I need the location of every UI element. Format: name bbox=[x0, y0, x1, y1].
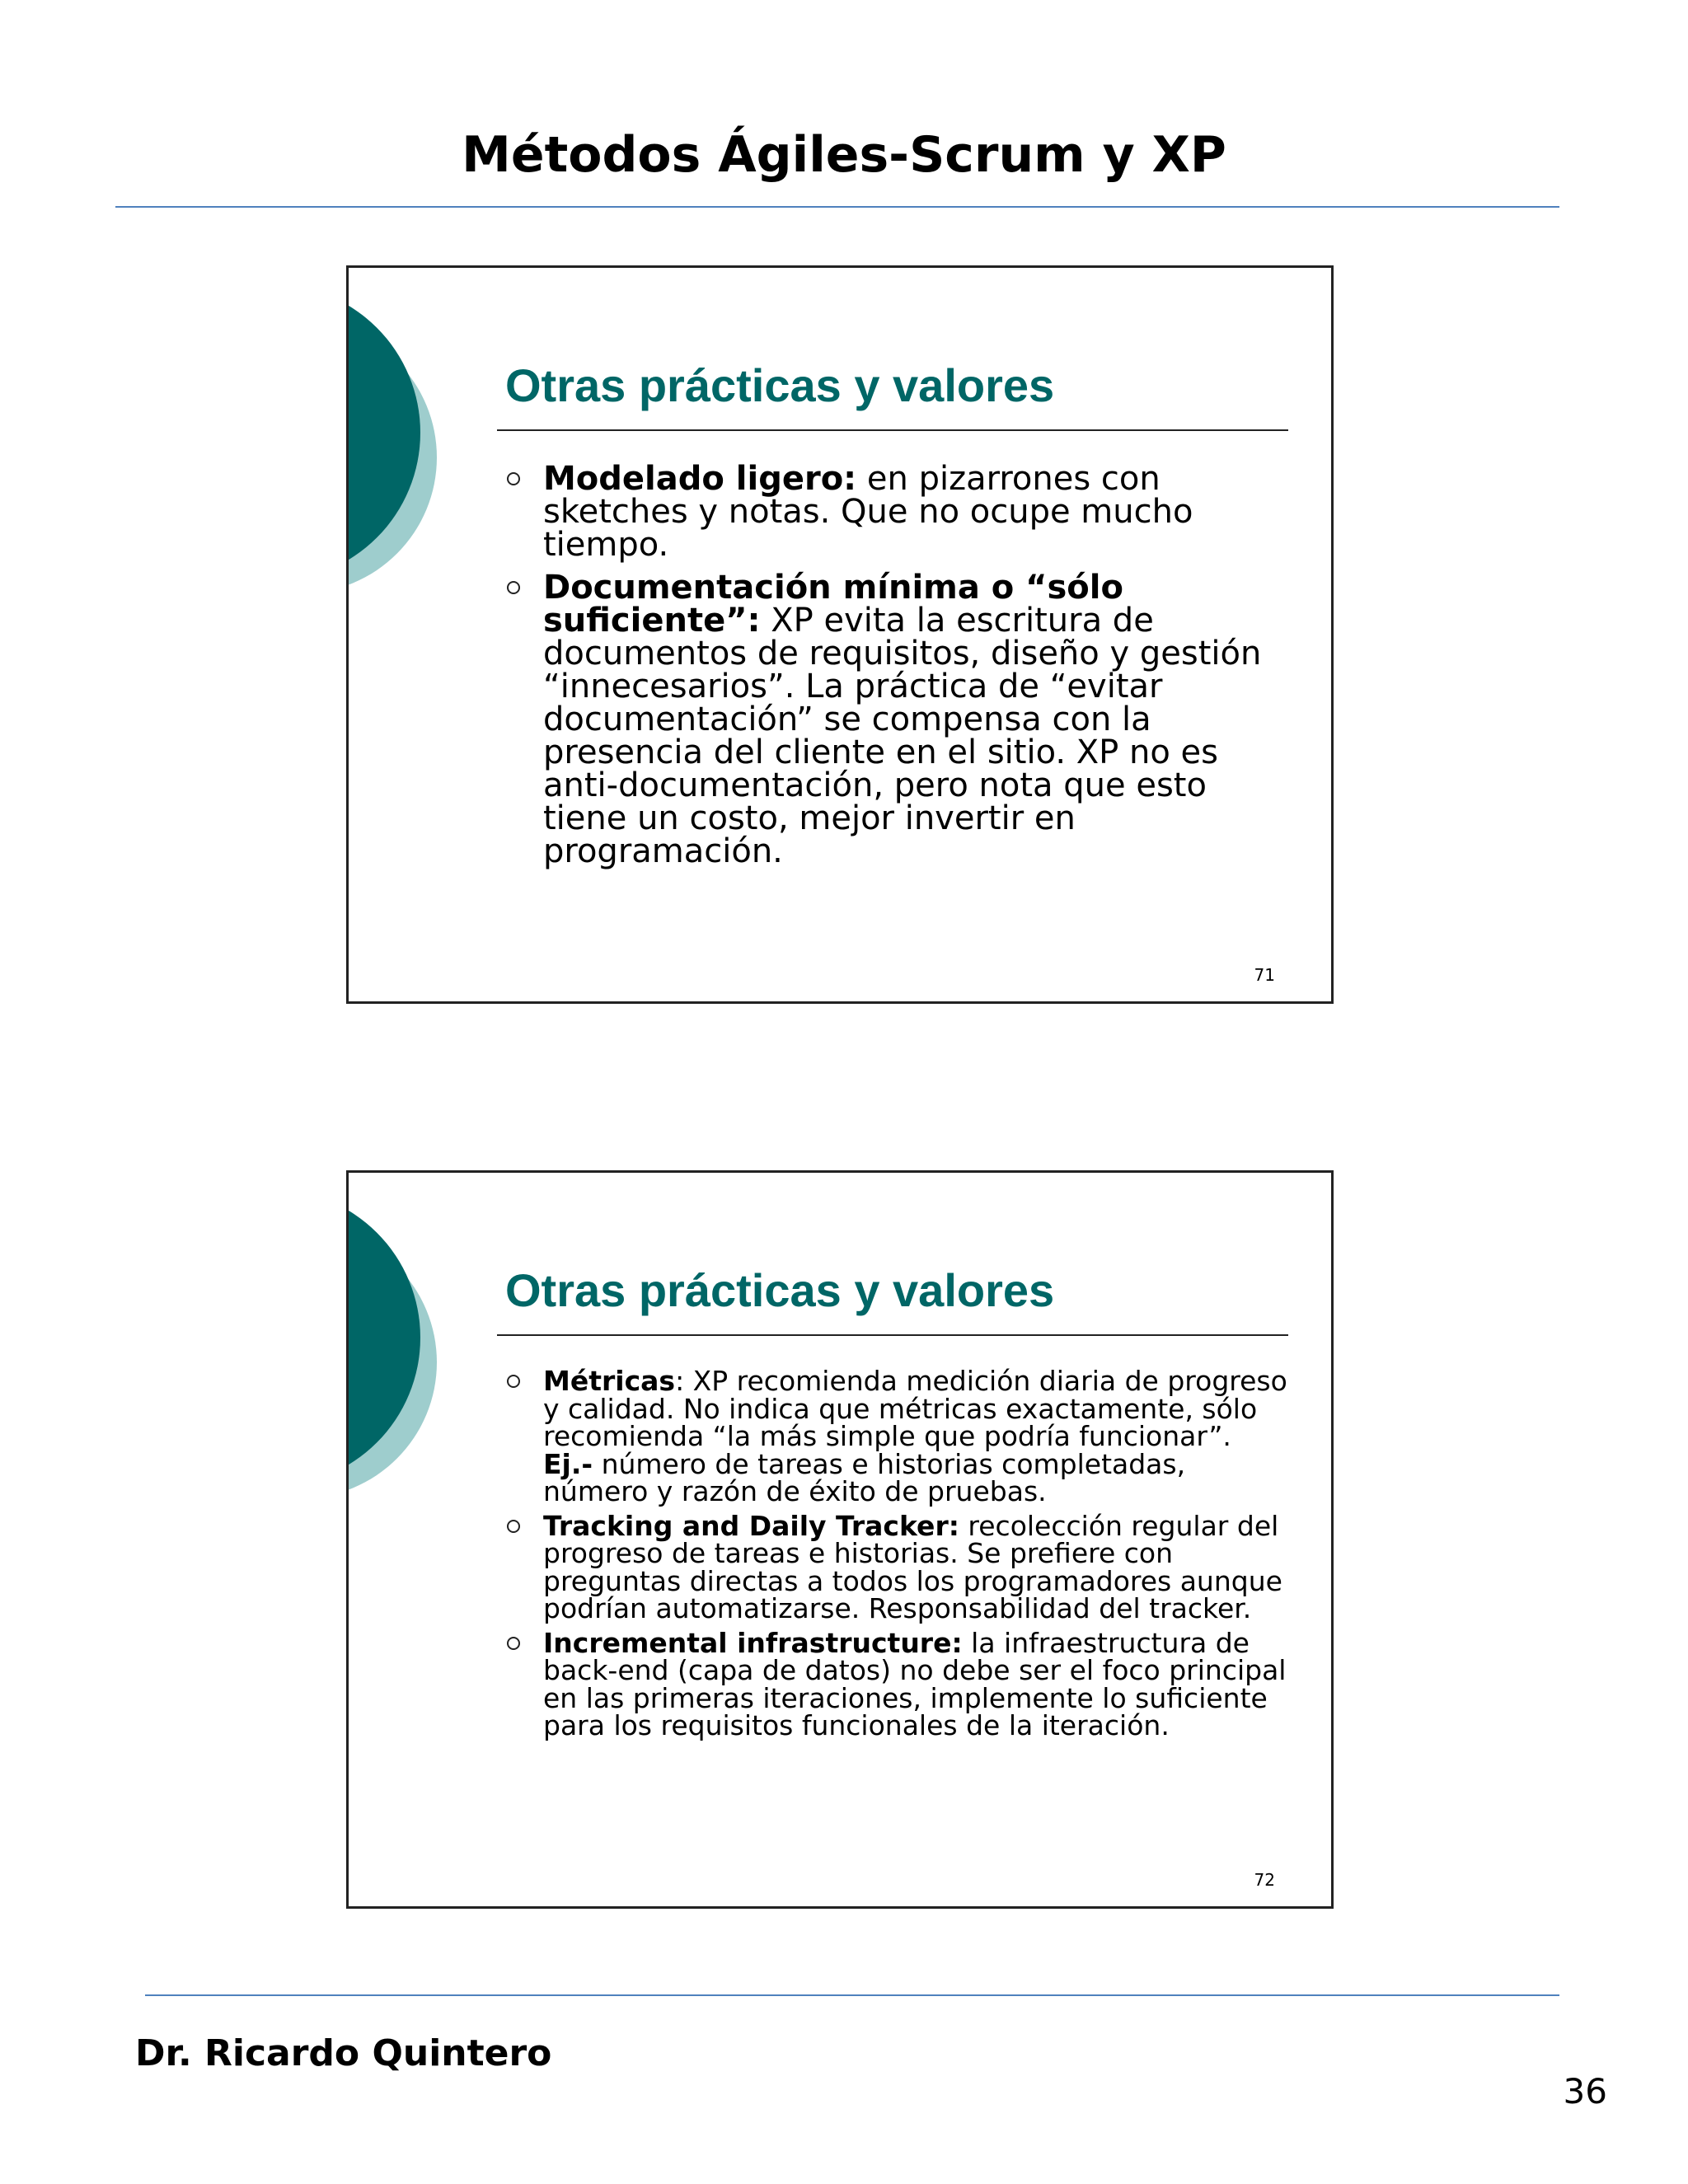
slide-decoration bbox=[346, 1197, 445, 1560]
bullet-text: XP evita la escritura de documentos de requisitos, diseño y gestión “innecesarios”. La práctica de “evitar documentación” se compensa con la presencia del cliente en el sitio. XP no es anti-documentación, pero nota que esto tiene un costo, mejor invertir en programación. bbox=[543, 602, 1262, 870]
list-item bbox=[505, 1367, 1288, 1506]
bullet-text: en pizarrones con sketches y notas. Que no ocupe mucho tiempo. bbox=[543, 460, 1193, 564]
bullet-term: Tracking and Daily Tracker: bbox=[543, 1509, 959, 1542]
slide-71 bbox=[346, 265, 1334, 1004]
bullet-circle-icon bbox=[507, 1637, 520, 1650]
bullet-list bbox=[505, 1367, 1288, 1746]
list-item bbox=[505, 1509, 1288, 1624]
bullet-text: la infraestructura de back-end (capa de datos) no debe ser el foco principal en las primeras iteraciones, implemente lo suficiente para los requisitos funcionales de la iteración. bbox=[543, 1626, 1287, 1741]
bullet-text: número de tareas e historias completadas, número y razón de éxito de pruebas. bbox=[543, 1447, 1186, 1507]
list-item bbox=[505, 460, 1288, 564]
bullet-term: Incremental infrastructure: bbox=[543, 1626, 963, 1659]
page-number: 36 bbox=[1563, 2071, 1607, 2111]
bullet-term: Métricas bbox=[543, 1365, 676, 1397]
list-item bbox=[505, 571, 1288, 868]
bullet-circle-icon bbox=[507, 472, 520, 485]
page-title: Métodos Ágiles-Scrum y XP bbox=[462, 126, 1226, 184]
footer-divider bbox=[145, 1994, 1559, 1996]
bullet-list bbox=[505, 462, 1288, 878]
slide-title: Otras prácticas y valores bbox=[505, 359, 1055, 411]
slide-number: 71 bbox=[1254, 965, 1275, 985]
author-name: Dr. Ricardo Quintero bbox=[135, 2032, 552, 2074]
slide-decoration bbox=[346, 293, 445, 655]
bullet-term-example: Ej.- bbox=[543, 1447, 593, 1480]
bullet-circle-icon bbox=[507, 1520, 520, 1533]
slide-72 bbox=[346, 1170, 1334, 1909]
header-divider bbox=[115, 206, 1559, 208]
bullet-term: Documentación mínima o “sólo suficiente”: bbox=[543, 569, 1123, 640]
bullet-text: recolección regular del progreso de tareas e historias. Se prefiere con preguntas directas a todos los programadores aunque podrían automatizarse. Responsabilidad del tracker. bbox=[543, 1509, 1282, 1624]
bullet-term: Modelado ligero: bbox=[543, 460, 857, 498]
bullet-circle-icon bbox=[507, 581, 520, 594]
slide-title-divider bbox=[497, 1334, 1288, 1336]
slide-number: 72 bbox=[1254, 1870, 1275, 1890]
slide-title: Otras prácticas y valores bbox=[505, 1264, 1055, 1316]
bullet-circle-icon bbox=[507, 1375, 520, 1388]
list-item bbox=[505, 1626, 1288, 1741]
slide-title-divider bbox=[497, 429, 1288, 431]
bullet-text: : XP recomienda medición diaria de progreso y calidad. No indica que métricas exactamente, sólo recomienda “la más simple que podría funcionar”. bbox=[543, 1365, 1287, 1452]
